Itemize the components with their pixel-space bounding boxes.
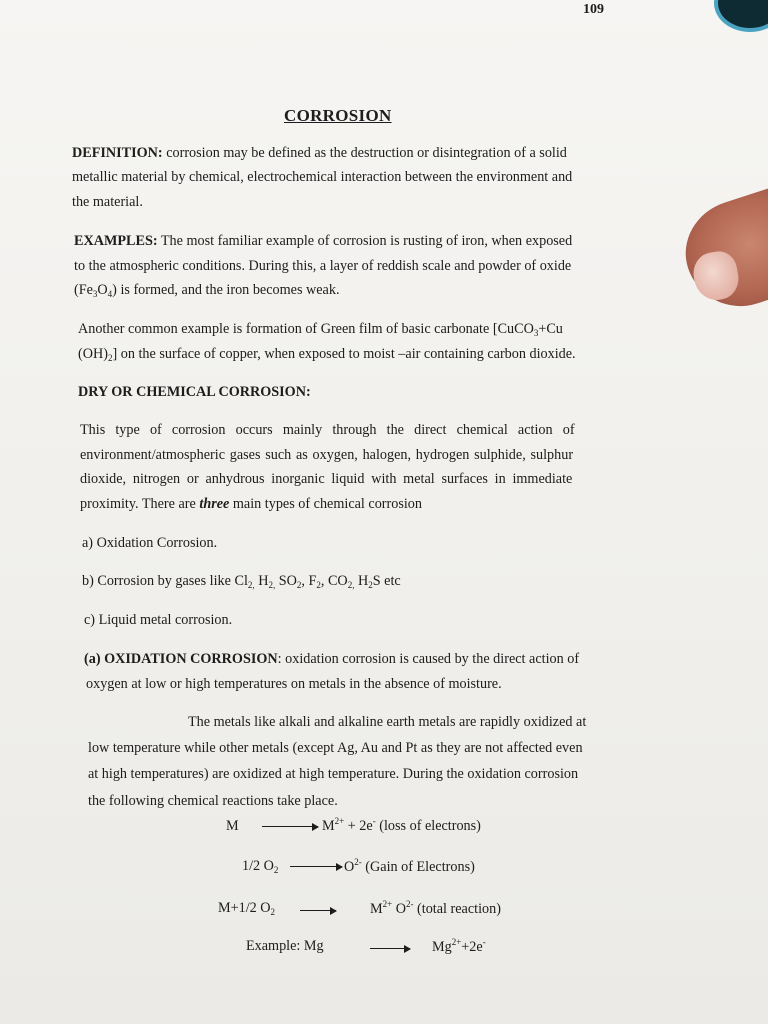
r2-text-a: 1/2 O — [242, 858, 274, 874]
reaction-2-right — [344, 857, 475, 876]
r1-sup-2: - — [372, 816, 376, 826]
dry-para-line-2: environment/atmospheric gases such as oxygen, halogen, hydrogen sulphide, sulphur — [80, 447, 574, 463]
oxidation-line-1 — [84, 651, 579, 668]
corner-object — [714, 0, 768, 32]
another-text-1b: +Cu — [538, 321, 563, 337]
r4-right-a: Mg — [432, 939, 452, 955]
dry-para-line-4 — [80, 496, 422, 513]
examples-sub-2: 4 — [107, 289, 113, 299]
reaction-3-left — [218, 900, 275, 917]
another-text-1a: Another common example is formation of Green film of basic carbonate [CuCO — [78, 321, 534, 337]
examples-text-3a: (Fe — [74, 282, 93, 298]
type-b — [82, 573, 401, 590]
oxidation-text-1: : oxidation corrosion is caused by the direct action of — [277, 651, 580, 667]
reaction-2-left — [242, 858, 278, 875]
r3-sup-1: 2+ — [382, 899, 393, 909]
r2-sub: 2 — [273, 865, 279, 875]
examples-text-1: The most familiar example of corrosion is rusting of iron, when exposed — [157, 233, 573, 249]
r1-text-b: + 2e — [344, 818, 373, 834]
another-line-1 — [78, 321, 563, 338]
dry-para-line-3: dioxide, nitrogen or anhydrous inorganic liquid with metal surfaces in immediate — [80, 471, 573, 487]
r3-sup-2: 2- — [406, 899, 414, 909]
r3-sub: 2 — [270, 907, 276, 917]
gas-formula-4: , CO — [320, 573, 348, 589]
r2-right-a: O — [344, 859, 355, 875]
reaction-4-arrow — [370, 948, 410, 949]
reaction-3-right — [370, 899, 501, 918]
gas-formula-5: H — [354, 573, 369, 589]
examples-line-2: to the atmospheric conditions. During this, a layer of reddish scale and powder of oxide — [74, 258, 572, 274]
oxidation-line-2: oxygen at low or high temperatures on metals in the absence of moisture. — [86, 676, 502, 692]
reaction-2-arrow — [290, 866, 342, 867]
examples-line-3 — [74, 282, 340, 299]
examples-text-3b: O — [97, 282, 108, 298]
type-b-suffix: S etc — [372, 573, 401, 589]
oxidation-label: (a) OXIDATION CORROSION — [84, 651, 278, 667]
another-text-2b: ] on the surface of copper, when exposed to moist –air containing carbon dioxide. — [112, 346, 576, 362]
page-title: CORROSION — [284, 106, 392, 125]
r3-right-c: (total reaction) — [413, 901, 501, 917]
r3-right-a: M — [370, 901, 383, 917]
examples-line-1 — [74, 233, 572, 250]
r1-text-a: M — [322, 818, 335, 834]
gas-formula-3: , F — [301, 573, 317, 589]
definition-text-1: corrosion may be defined as the destruction or disintegration of a solid — [162, 145, 567, 161]
type-a: a) Oxidation Corrosion. — [82, 535, 218, 551]
gas-subscript-5: 2 — [368, 580, 373, 590]
definition-line-2: metallic material by chemical, electrochemical interaction between the environment and — [72, 169, 573, 185]
gas-subscript-0: 2, — [247, 580, 255, 590]
gas-subscript-1: 2, — [268, 580, 276, 590]
reaction-1-right — [322, 816, 481, 835]
oxidation-para-line-2: low temperature while other metals (except Ag, Au and Pt as they are not affected even — [88, 740, 583, 756]
r4-right-b: +2e — [461, 939, 483, 955]
type-b-gases — [248, 573, 373, 589]
type-c: c) Liquid metal corrosion. — [84, 612, 233, 628]
examples-text-3c: ) is formed, and the iron becomes weak. — [112, 282, 340, 298]
another-sub-1: 3 — [533, 328, 539, 338]
dry-corrosion-heading: DRY OR CHEMICAL CORROSION: — [78, 384, 311, 400]
dry-para-emphasis: three — [199, 496, 230, 512]
gas-formula-1: H — [254, 573, 269, 589]
definition-line-1 — [72, 145, 567, 162]
page-number: 109 — [583, 2, 604, 17]
definition-line-3: the material. — [72, 194, 143, 210]
reaction-1-left: M — [226, 818, 239, 834]
dry-para-text-4b: main types of chemical corrosion — [229, 496, 422, 512]
dry-para-line-1: This type of corrosion occurs mainly through the direct chemical action of — [80, 422, 575, 438]
gas-subscript-3: 2 — [316, 580, 321, 590]
reaction-4-left: Example: Mg — [246, 938, 324, 954]
type-b-prefix: b) Corrosion by gases like Cl — [82, 573, 248, 589]
another-text-2a: (OH) — [78, 346, 108, 362]
examples-label: EXAMPLES: — [74, 233, 158, 249]
oxidation-para-line-4: the following chemical reactions take place. — [88, 793, 338, 809]
r2-right-b: (Gain of Electrons) — [361, 859, 475, 875]
r1-text-c: (loss of electrons) — [375, 818, 481, 834]
definition-label: DEFINITION: — [72, 145, 163, 161]
another-sub-2: 2 — [107, 353, 113, 363]
r3-right-b: O — [392, 901, 406, 917]
r4-sup-1: 2+ — [451, 937, 462, 947]
r1-sup-1: 2+ — [334, 816, 345, 826]
gas-formula-2: SO — [275, 573, 297, 589]
reaction-3-arrow — [300, 910, 336, 911]
oxidation-para-line-1: The metals like alkali and alkaline earth metals are rapidly oxidized at — [188, 714, 587, 730]
gas-subscript-4: 2, — [347, 580, 355, 590]
examples-sub-1: 3 — [92, 289, 98, 299]
reaction-1-arrow — [262, 826, 318, 827]
r3-text-a: M+1/2 O — [218, 900, 271, 916]
r2-sup: 2- — [354, 857, 362, 867]
reaction-4-right — [432, 937, 486, 956]
r4-sup-2: - — [482, 937, 486, 947]
gas-subscript-2: 2 — [296, 580, 302, 590]
dry-para-text-4a: proximity. There are — [80, 496, 200, 512]
another-line-2 — [78, 346, 576, 363]
oxidation-para-line-3: at high temperatures) are oxidized at high temperature. During the oxidation corrosion — [88, 766, 579, 782]
